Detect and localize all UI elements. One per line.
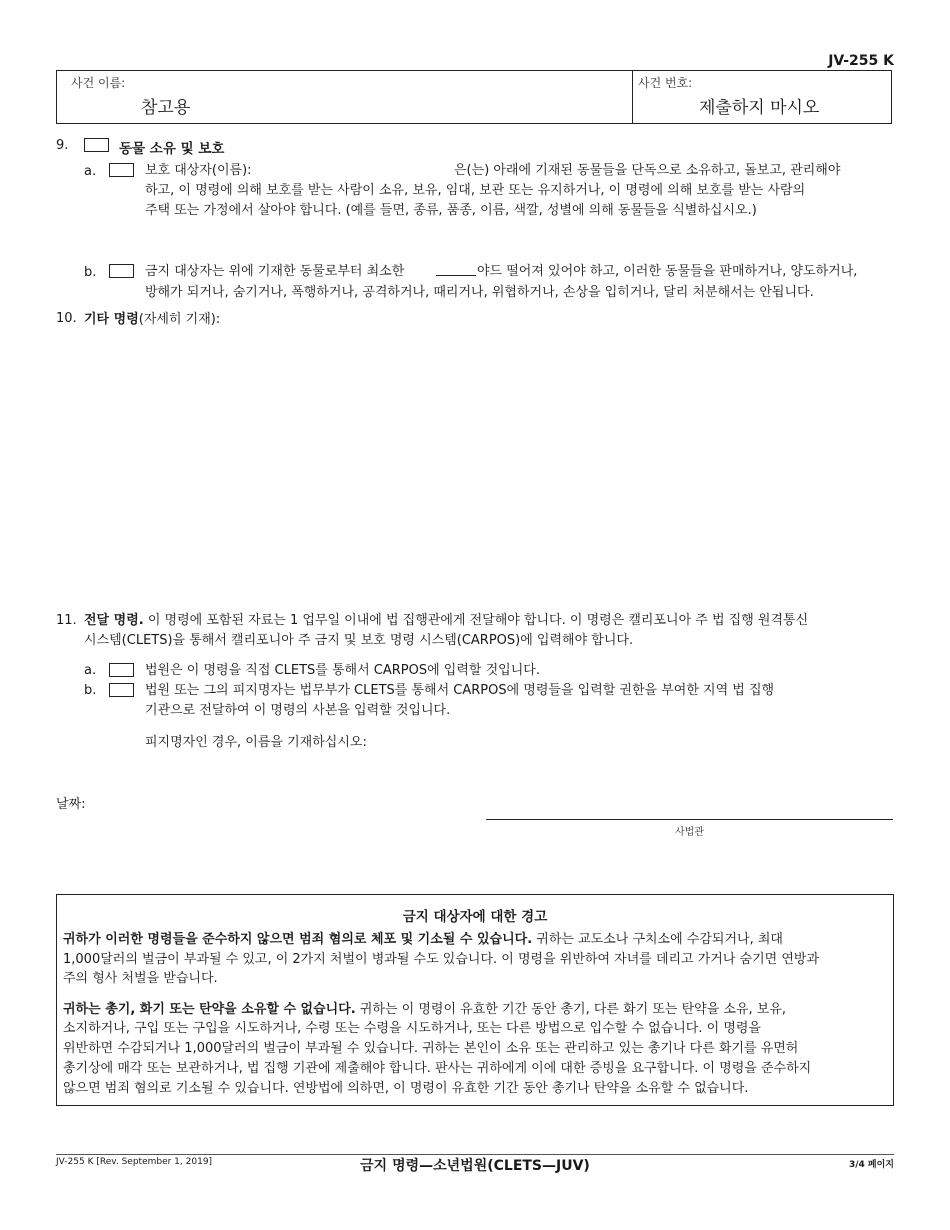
item9-number: 9. [56, 138, 69, 153]
footer-page-number: 3/4 페이지 [848, 1160, 894, 1170]
item11b-letter: b. [84, 683, 97, 698]
item9b-line1-pre: 금지 대상자는 위에 기재한 동물로부터 최소한 [145, 264, 405, 279]
item11-line1-rest: 이 명령에 포함된 자료는 1 업무일 이내에 법 집행관에게 전달해야 합니다. 이 명령은 캘리포니아 주 법 집행 원격통신 [143, 613, 809, 628]
item11b-line2: 기관으로 전달하여 이 명령의 사본을 입력할 것입니다. [145, 703, 451, 718]
item9a-line2: 하고, 이 명령에 의해 보호를 받는 사람이 소유, 보유, 임대, 보관 또는 유지하거나, 이 명령에 의해 보호를 받는 사람의 [145, 183, 806, 198]
item9b-line1-post: 야드 떨어져 있어야 하고, 이러한 동물들을 판매하거나, 양도하거나, [477, 264, 858, 279]
item9b-yards-blank[interactable] [436, 275, 476, 276]
case-name-value[interactable]: 참고용 [141, 98, 191, 118]
item9b-line2: 방해가 되거나, 숨기거나, 폭행하거나, 공격하거나, 때리거나, 위협하거나, 손상을 입히거나, 달리 처분해서는 안됩니다. [145, 285, 814, 300]
footer-form-title: 금지 명령—소년법원(CLETS—JUV) [360, 1158, 590, 1174]
case-info-box [56, 70, 892, 124]
item11-line2: 시스템(CLETS)을 통해서 캘리포니아 주 금지 및 보호 명령 시스템(CARPOS)에 입력해야 합니다. [84, 633, 634, 648]
warning-p1-line1-rest: 귀하는 교도소나 구치소에 수감되거나, 최대 [532, 932, 783, 947]
item11-number: 11. [56, 613, 77, 628]
judge-label: 사법관 [675, 827, 704, 838]
item9a-line1: 은(는) 아래에 기재된 동물들을 단독으로 소유하고, 돌보고, 관리해야 [454, 163, 841, 178]
warning-p2-line1 [63, 1000, 786, 1020]
item11b-line1: 법원 또는 그의 피지명자는 법무부가 CLETS를 통해서 CARPOS에 명령들을 입력할 권한을 부여한 지역 법 집행 [145, 683, 775, 698]
item11a-text: 법원은 이 명령을 직접 CLETS를 통해서 CARPOS에 입력할 것입니다. [145, 663, 540, 678]
warning-p1-line3: 주의 형사 처벌을 받습니다. [63, 971, 218, 986]
item11-title: 전달 명령. [84, 613, 144, 628]
case-number-label: 사건 번호: [638, 76, 693, 90]
warning-p2-line2: 소지하거나, 구입 또는 구입을 시도하거나, 수령 또는 수령을 시도하거나, 또는 다른 방법으로 입수할 수 없습니다. 이 명령을 [63, 1021, 761, 1036]
item9a-checkbox[interactable] [109, 163, 134, 177]
warning-p2-line4: 총기상에 매각 또는 보관하거나, 법 집행 기관에 제출해야 합니다. 판사는 귀하에게 이에 대한 증빙을 요구합니다. 이 명령을 준수하지 [63, 1061, 812, 1076]
warning-p2-line1-rest: 귀하는 이 명령이 유효한 기간 동안 총기, 다른 화기 또는 탄약을 소유, 보유, [355, 1002, 787, 1017]
item10-title: 기타 명령 [84, 312, 139, 327]
case-box-divider [632, 71, 633, 123]
warning-p2-line3: 위반하면 수감되거나 1,000달러의 벌금이 부과될 수 있습니다. 귀하는 본인이 소유 또는 관리하고 있는 총기나 다른 화기를 유면허 [63, 1041, 799, 1056]
item11b-checkbox[interactable] [109, 683, 134, 697]
footer-form-revision: JV-255 K [Rev. September 1, 2019] [56, 1157, 213, 1167]
item9-checkbox[interactable] [84, 138, 109, 152]
item11a-checkbox[interactable] [109, 663, 134, 677]
warning-p1-line2: 1,000달러의 벌금이 부과될 수 있고, 이 2가지 처벌이 병과될 수도 있습니다. 이 명령을 위반하여 자녀를 데리고 가거나 숨기면 연방과 [63, 952, 820, 967]
item9a-line3: 주택 또는 가정에서 살아야 합니다. (예를 들면, 종류, 품종, 이름, 색깔, 성별에 의해 동물들을 식별하십시오.) [145, 203, 757, 218]
form-code: JV-255 K [828, 53, 894, 69]
date-label: 날짜: [56, 797, 86, 812]
item11-line1 [84, 611, 808, 631]
case-name-label: 사건 이름: [71, 76, 126, 90]
item9b-checkbox[interactable] [109, 264, 134, 278]
warning-p2-bold: 귀하는 총기, 화기 또는 탄약을 소유할 수 없습니다. [63, 1002, 356, 1017]
item10-heading [84, 310, 220, 330]
item9a-label: 보호 대상자(이름): [145, 163, 252, 178]
item9-title: 동물 소유 및 보호 [119, 141, 225, 157]
judge-signature-line[interactable] [486, 819, 893, 820]
warning-p2-line5: 않으면 범죄 혐의로 기소될 수 있습니다. 연방법에 의하면, 이 명령이 유효한 기간 동안 총기나 탄약을 소유할 수 없습니다. [63, 1081, 749, 1096]
item11a-letter: a. [84, 663, 97, 678]
warning-box [56, 894, 894, 1106]
item9b-letter: b. [84, 265, 97, 280]
item10-number: 10. [56, 311, 77, 326]
case-number-value[interactable]: 제출하지 마시오 [699, 98, 820, 118]
warning-title: 금지 대상자에 대한 경고 [402, 909, 548, 925]
designee-label: 피지명자인 경우, 이름을 기재하십시오: [145, 735, 367, 750]
item10-suffix: (자세히 기재): [138, 312, 221, 327]
warning-p1-line1 [63, 930, 783, 950]
item9a-letter: a. [84, 164, 97, 179]
warning-p1-bold: 귀하가 이러한 명령들을 준수하지 않으면 범죄 혐의로 체포 및 기소될 수 있습니다. [63, 932, 533, 947]
